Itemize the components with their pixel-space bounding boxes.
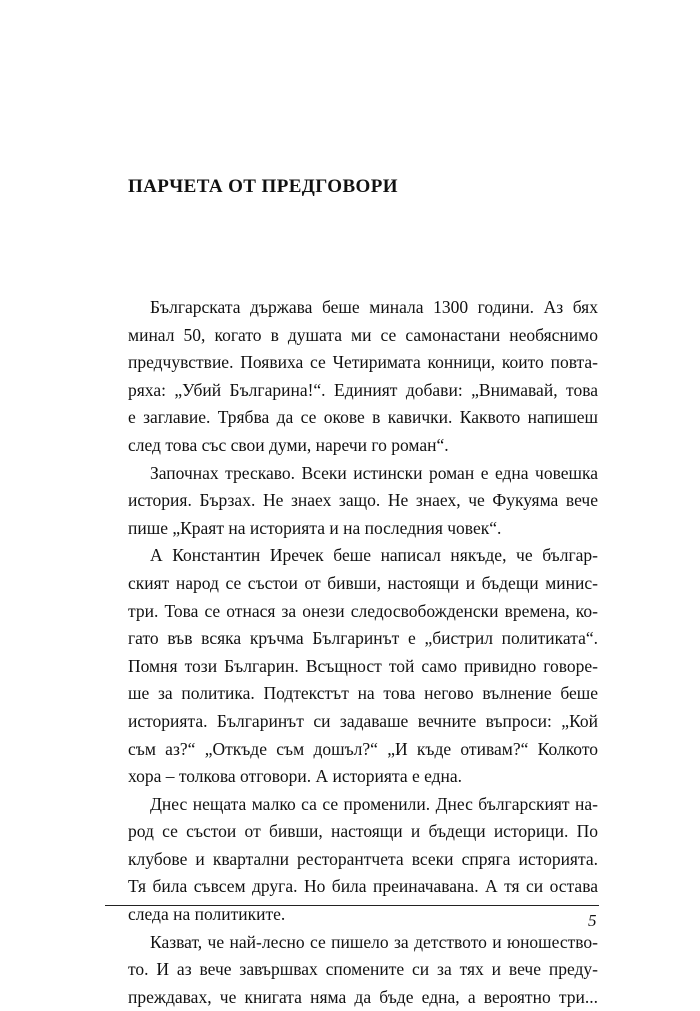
text-line: ряха: „Убий Българина!“. Единият добави: „Внимавай, това [128, 379, 598, 400]
text-line: Помня този Българин. Всъщност той само привидно говоре- [128, 655, 598, 676]
paragraph [128, 791, 598, 929]
text-line: А Константин Иречек беше написал някъде, че българ- [150, 545, 598, 566]
text-line: Българската държава беше минала 1300 години. Аз бях [150, 297, 598, 317]
text-line: предчувствие. Появиха се Четиримата конници, които повта- [128, 352, 598, 373]
text-line: ше за политика. Подтекстът на това негово вълнение беше [128, 683, 598, 704]
text-line: ският народ се състои от бивши, настоящи и бъдещи минис- [128, 572, 598, 593]
text-line: Започнах трескаво. Всеки истински роман е една човешка [150, 462, 598, 483]
text-line: е заглавие. Трябва да се окове в кавички. Каквото напишеш [128, 407, 598, 428]
text-line: съм аз?“ „Откъде съм дошъл?“ „И къде отивам?“ Колкото [128, 738, 598, 759]
text-line: три. Това се отнася за онези следосвобожденски времена, ко- [128, 600, 598, 621]
text-line: историята. Българинът си задаваше вечните въпроси: „Кой [128, 710, 598, 731]
text-line: Казват, че най-лесно се пишело за детството и юношество- [150, 931, 598, 952]
paragraph [128, 929, 598, 1011]
text-line: следа на политиките. [128, 904, 286, 925]
text-line: хора – толкова отговори. А историята е една. [128, 766, 463, 787]
text-line: Днес нещата малко са се променили. Днес българският на- [150, 793, 598, 814]
text-line: род се състои от бивши, настоящи и бъдещи историци. По [128, 821, 598, 842]
text-line: Тя била съвсем друга. Но била преиначавана. А тя си остава [128, 876, 598, 897]
chapter-title: ПАРЧЕТА ОТ ПРЕДГОВОРИ [128, 176, 398, 197]
text-line: клубове и квартални ресторантчета всеки спряга историята. [128, 848, 598, 869]
paragraph [128, 294, 598, 460]
paragraph [128, 460, 598, 543]
text-line: пише „Краят на историята и на последния човек“. [128, 517, 502, 538]
text-line: гато във всяка кръчма Българинът е „бистрил политиката“. [128, 628, 598, 649]
text-line: след това със свои думи, наречи го роман“. [128, 434, 449, 455]
text-line: преждавах, че книгата няма да бъде една, а вероятно три... [128, 986, 598, 1007]
text-line: минал 50, когато в душата ми се самонастани необяснимо [128, 324, 598, 345]
body-text [128, 294, 598, 1011]
paragraph [128, 542, 598, 790]
footer-rule [105, 905, 599, 906]
text-line: то. И аз вече завършвах спомените си за тях и вече преду- [128, 959, 598, 980]
text-line: история. Бързах. Не знаех защо. Не знаех, че Фукуяма вече [128, 490, 598, 511]
page-number: 5 [588, 911, 597, 930]
